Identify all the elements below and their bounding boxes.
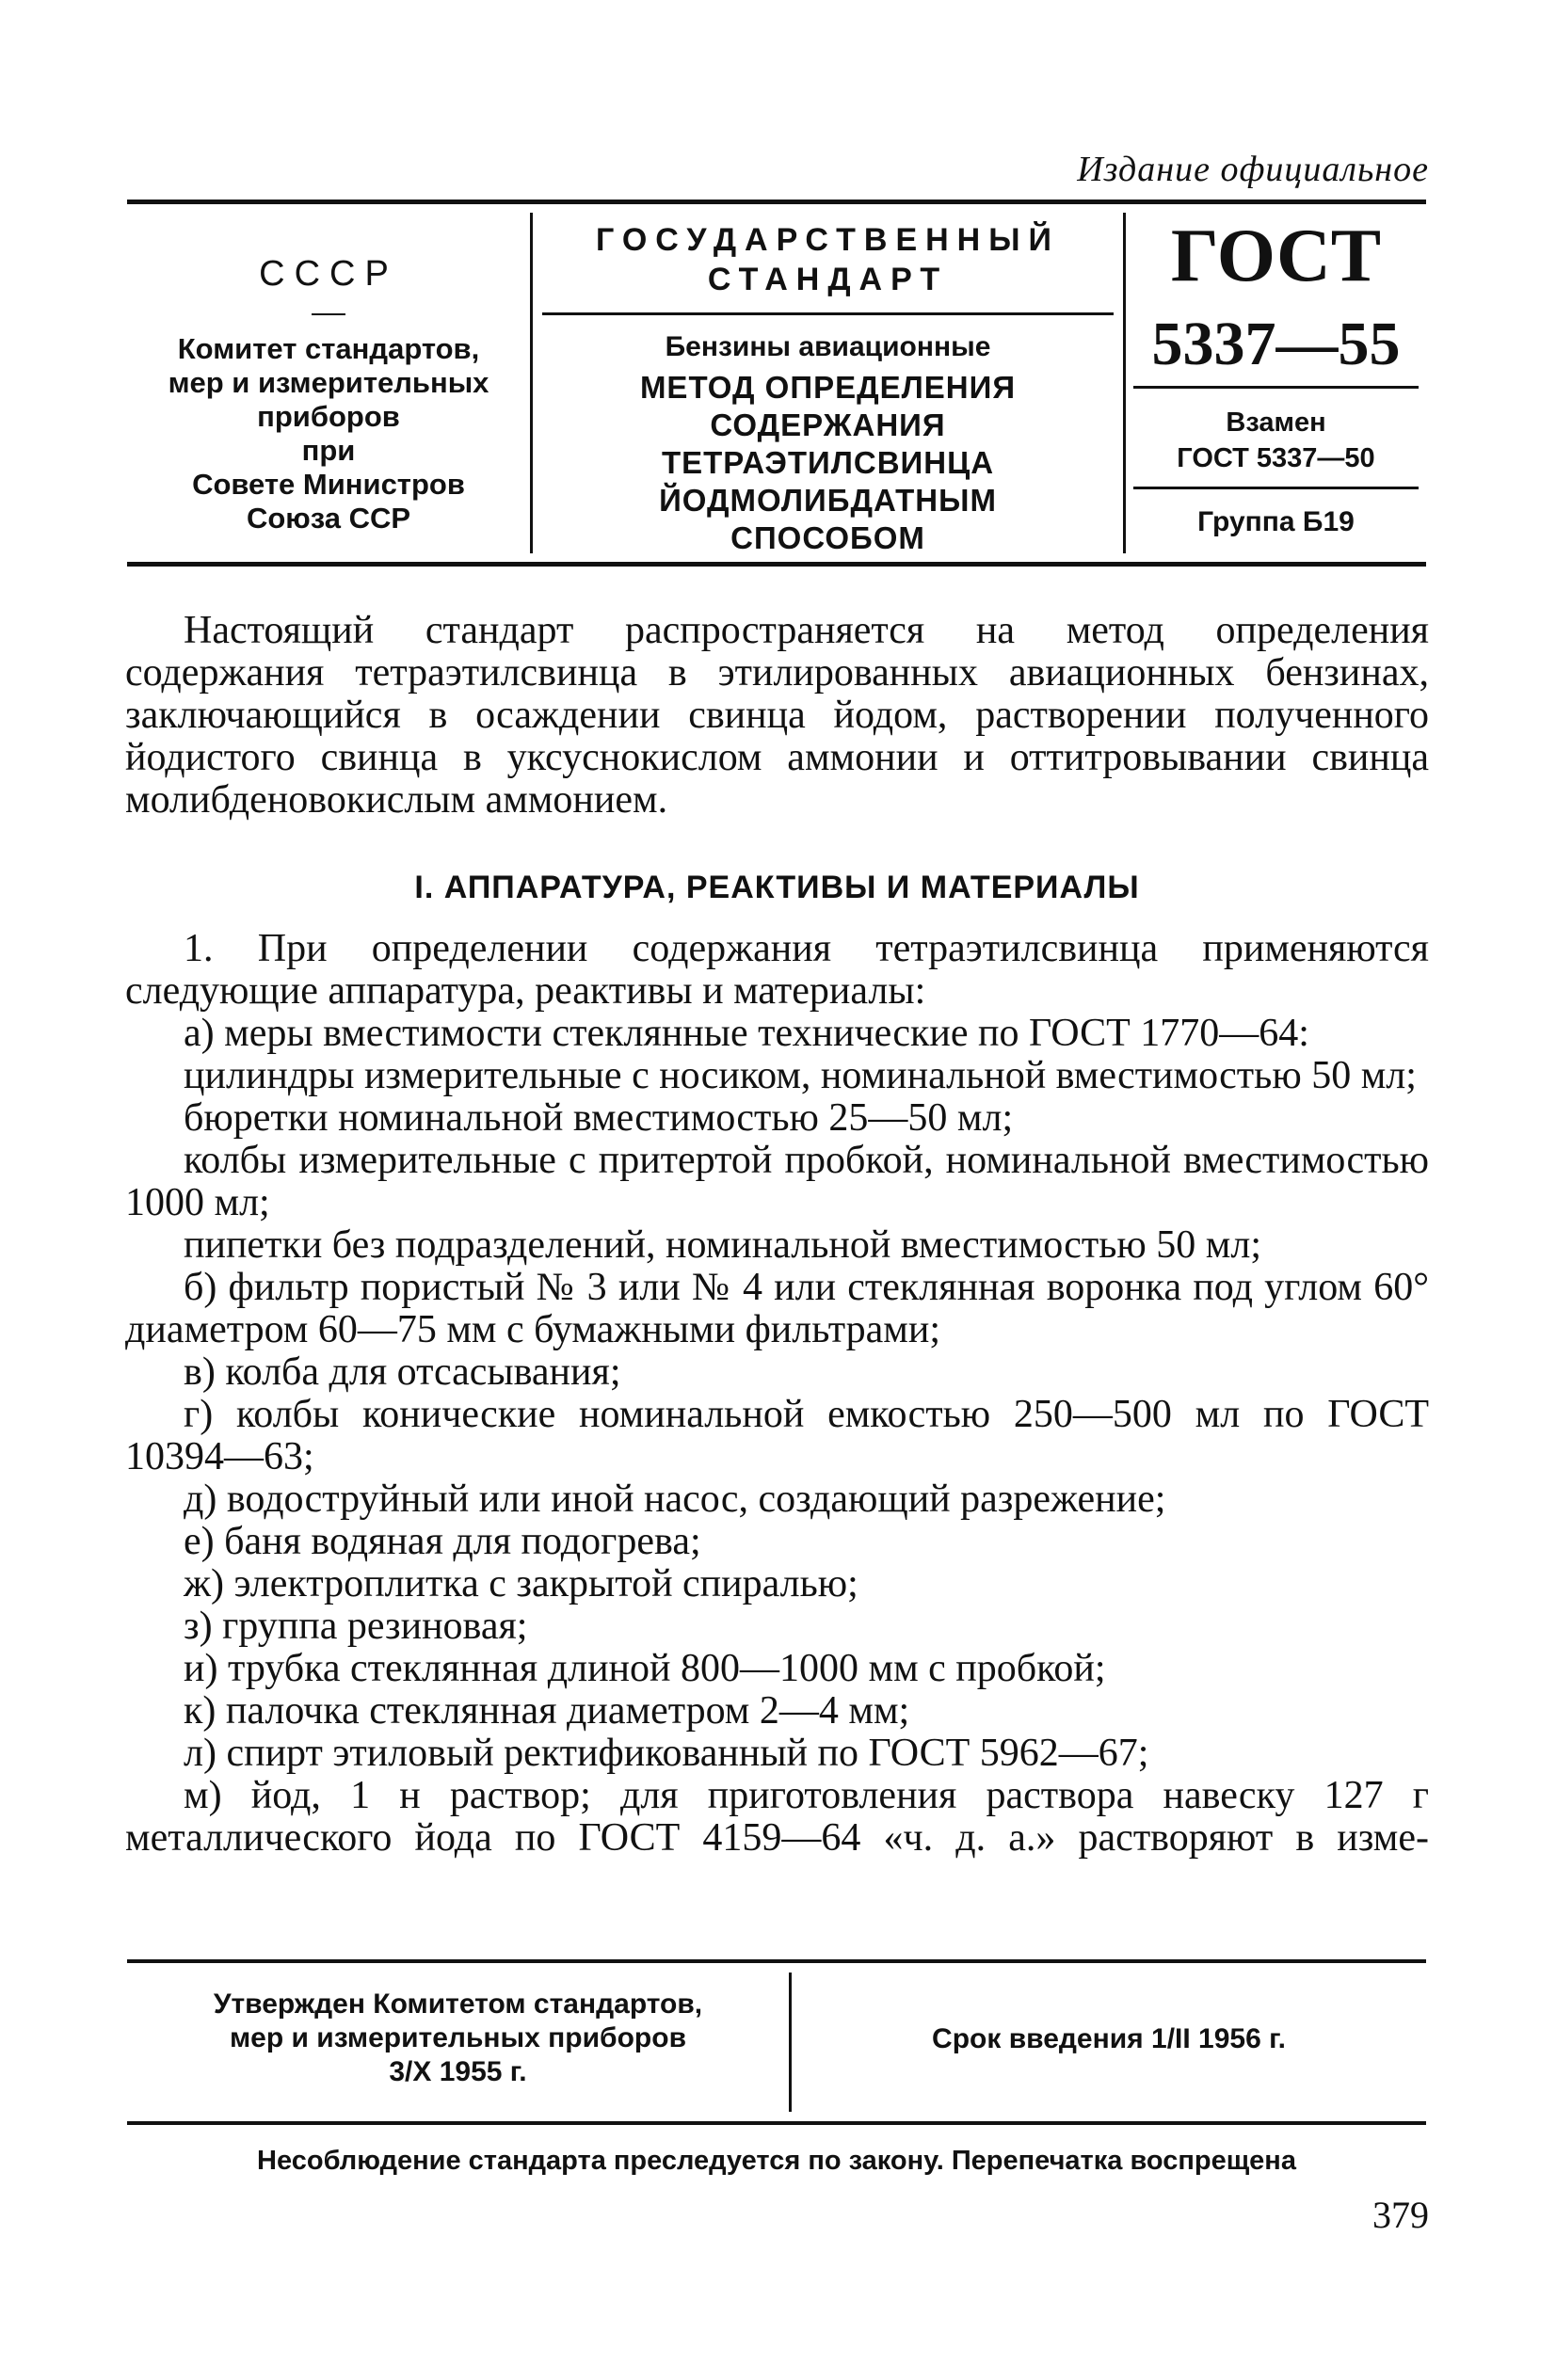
paragraph-list [125, 928, 1429, 1860]
approval-note [127, 1988, 789, 2089]
country-label: СССР [259, 254, 398, 294]
state-line: СТАНДАРТ [707, 262, 949, 297]
middle-rule [542, 312, 1114, 315]
state-standard-label [533, 220, 1123, 299]
list-item: в) колба для отсасывания; [184, 1350, 621, 1394]
header-table [127, 200, 1426, 567]
list-item: колбы измерительные с притертой пробкой, номинальной вместимостью 1000 мл; [125, 1139, 1429, 1224]
approval-line: мер и измерительных приборов [229, 2022, 687, 2053]
org-line: Союза ССР [246, 502, 411, 535]
org-line: приборов [257, 400, 400, 433]
list-item: л) спирт этиловый ректификованный по ГОСТ 5962—67; [184, 1732, 1149, 1775]
header-middle-cell [533, 200, 1123, 567]
section-heading: I. АППАРАТУРА, РЕАКТИВЫ И МАТЕРИАЛЫ [414, 870, 1140, 905]
replaces-line: ГОСТ 5337—50 [1177, 443, 1375, 473]
org-line: при [301, 434, 356, 467]
right-rule-2 [1133, 487, 1419, 489]
org-line: Комитет стандартов, [177, 332, 480, 365]
replaces-label [1126, 405, 1426, 476]
standard-subtitle: Бензины авиационные [665, 331, 991, 362]
list-item: пипетки без подразделений, номинальной вместимостью 50 мл; [184, 1223, 1262, 1267]
page-number: 379 [1372, 2194, 1429, 2236]
replaces-line: Взамен [1226, 407, 1326, 438]
approval-line: 3/X 1955 г. [389, 2056, 527, 2087]
list-item: и) трубка стеклянная длиной 800—1000 мм с пробкой; [184, 1647, 1106, 1690]
list-item: цилиндры измерительные с носиком, номинальной вместимостью 50 мл; [184, 1054, 1417, 1097]
list-item: а) меры вместимости стеклянные технические по ГОСТ 1770—64: [184, 1012, 1309, 1055]
list-item: 1. При определении содержания тетраэтилсвинца применяются следующие аппаратура, реактивы и материалы: [125, 927, 1429, 1013]
gost-label: ГОСТ [1170, 215, 1382, 297]
approval-line: Утвержден Комитетом стандартов, [213, 1989, 703, 2020]
org-name [127, 332, 530, 535]
group-label: Группа Б19 [1197, 506, 1355, 537]
document-body [125, 610, 1429, 1860]
effective-date: Срок введения 1/II 1956 г. [932, 2023, 1286, 2054]
intro-paragraph: Настоящий стандарт распространяется на метод определения содержания тетраэтилсвинца в этилированных авиационных бензинах, заключающийся в осаждении свинца йодом, растворении полученного йодистого свинца в уксуснокислом аммонии и оттитровывании свинца молибденовокислым аммонием. [125, 609, 1429, 822]
list-item: е) баня водяная для подогрева; [184, 1520, 701, 1563]
header-left-cell [127, 218, 530, 548]
legal-notice: Несоблюдение стандарта преследуется по закону. Перепечатка воспрещена [257, 2146, 1296, 2176]
gost-number: 5337—55 [1151, 310, 1401, 378]
title-line: МЕТОД ОПРЕДЕЛЕНИЯ [639, 370, 1017, 405]
list-item: м) йод, 1 н раствор; для приготовления раствора навеску 127 г металлического йода по ГОСТ 4159—64 «ч. д. а.» растворяют в изме- [125, 1774, 1429, 1860]
list-item: д) водоструйный или иной насос, создающий разрежение; [184, 1478, 1166, 1521]
title-line: СОДЕРЖАНИЯ [710, 407, 946, 442]
list-item: бюретки номинальной вместимостью 25—50 мл; [184, 1096, 1014, 1140]
org-line: Совете Министров [192, 468, 465, 501]
org-line: мер и измерительных [168, 366, 489, 399]
right-rule-1 [1133, 386, 1419, 389]
footer-table [127, 1959, 1426, 2125]
list-item: ж) электроплитка с закрытой спиралью; [184, 1562, 858, 1605]
country-dash [312, 313, 345, 315]
title-line: ТЕТРАЭТИЛСВИНЦА [661, 445, 995, 480]
title-line: ЙОДМОЛИБДАТНЫМ [659, 483, 997, 518]
list-item: г) колбы конические номинальной емкостью 250—500 мл по ГОСТ 10394—63; [125, 1393, 1429, 1478]
state-line: ГОСУДАРСТВЕННЫЙ [596, 222, 1060, 258]
header-right-cell [1126, 200, 1426, 567]
footer-top-rule [127, 1959, 1426, 1963]
list-item: б) фильтр пористый № 3 или № 4 или стеклянная воронка под углом 60° диаметром 60—75 мм с бумажными фильтрами; [125, 1266, 1429, 1351]
standard-title [533, 369, 1123, 557]
title-line: СПОСОБОМ [730, 520, 925, 555]
list-item: к) палочка стеклянная диаметром 2—4 мм; [184, 1689, 910, 1733]
edition-label: Издание официальное [1077, 150, 1429, 189]
footer-bottom-rule [127, 2121, 1426, 2125]
list-item: з) группа резиновая; [184, 1605, 528, 1648]
